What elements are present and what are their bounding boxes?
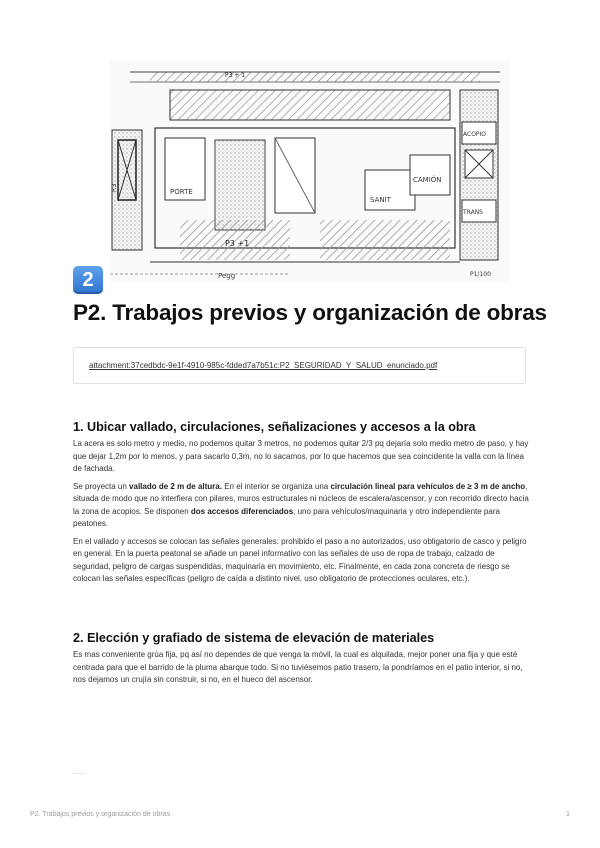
plan-label-stacker: TRANS	[463, 209, 483, 216]
section-2-paragraph-1: Es mas conveniente grúa fija, pq así no dependes de que venga la móvil, la cual es alquilada, mejor poner una fija y que esté centrada para que el barrido de la pluma abarque todo. Si no tuviésemos patio trasero, la pondríamos en el patio interior, si no, nos dejamos un crujía sin construir, si no, en el hueco del ascensor.	[73, 650, 523, 684]
plan-label-acopio: ACOPIO	[463, 131, 487, 138]
footer-title: P2. Trabajos previos y organización de obras	[30, 811, 171, 818]
plan-label-sanit: SANIT	[370, 196, 391, 204]
plan-label-scale: P1/100	[470, 271, 491, 278]
section-1	[73, 420, 533, 591]
plan-label-top: P3 + 1	[225, 72, 246, 79]
plan-label-camion: CAMIÓN	[413, 176, 442, 184]
plan-label-pegs: Pegg	[218, 272, 236, 280]
page-number: 1	[566, 811, 570, 818]
site-plan-drawing	[110, 60, 510, 282]
keycap-2-icon: 2	[73, 266, 103, 294]
attachment-link[interactable]: attachment:37cedbdc-9e1f-4910-985c-fdded7a7b51c:P2_SEGURIDAD_Y_SALUD_enunciado.pdf	[89, 361, 438, 370]
section-2-heading: 2. Elección y grafiado de sistema de elevación de materiales	[73, 631, 435, 645]
section-2	[73, 631, 533, 692]
section-1-paragraph-3: En el vallado y accesos se colocan las señales generales: prohibido el paso a no autorizados, uso obligatorio de casco y peligro en general. En la puerta peatonal se añade un panel informativo con las señales de uso de ropa de trabajo, calzado de seguridad, peligro de cargas suspendidas, maquinaria en movimiento, etc. Finalmente, en cada zona concreta de riesgo se colocan las señales específicas (peligro de caída a distinto nivel, uso obligatorio de protecciones oculares, etc.).	[73, 536, 527, 583]
footer-divider	[73, 773, 85, 774]
attachment-block	[73, 347, 526, 384]
page-title: P2. Trabajos previos y organización de obras	[73, 300, 547, 325]
section-1-heading: 1. Ubicar vallado, circulaciones, señalizaciones y accesos a la obra	[73, 420, 476, 434]
plan-label-porter: PORTE	[170, 188, 193, 196]
section-1-paragraph-2: Se proyecta un vallado de 2 m de altura. En el interior se organiza una circulación lineal para vehículos de ≥ 3 m de ancho, situada de modo que no interfiera con pilares, muros estructurales ni núcleos de escalera/ascensor, y con recorrido directo hacia la zona de acopios. Se disponen dos accesos diferenciados, uno para vehículos/maquinaria y otro independiente para peatones.	[73, 481, 529, 528]
section-1-paragraph-1: La acera es solo metro y medio, no podemos quitar 3 metros, no podemos quitar 2/3 pq dejaría solo medio metro de paso, y hay que dejar 1,2m por lo menos, y para sacarlo 0,3m, no lo sacamos, por lo que hacemos que sea coincidente la valla con la línea de fachada.	[73, 439, 529, 473]
plan-label-left: P.3	[111, 183, 118, 192]
plan-label-mid: P3 +1	[225, 239, 250, 248]
cover-image-site-plan	[110, 60, 510, 282]
